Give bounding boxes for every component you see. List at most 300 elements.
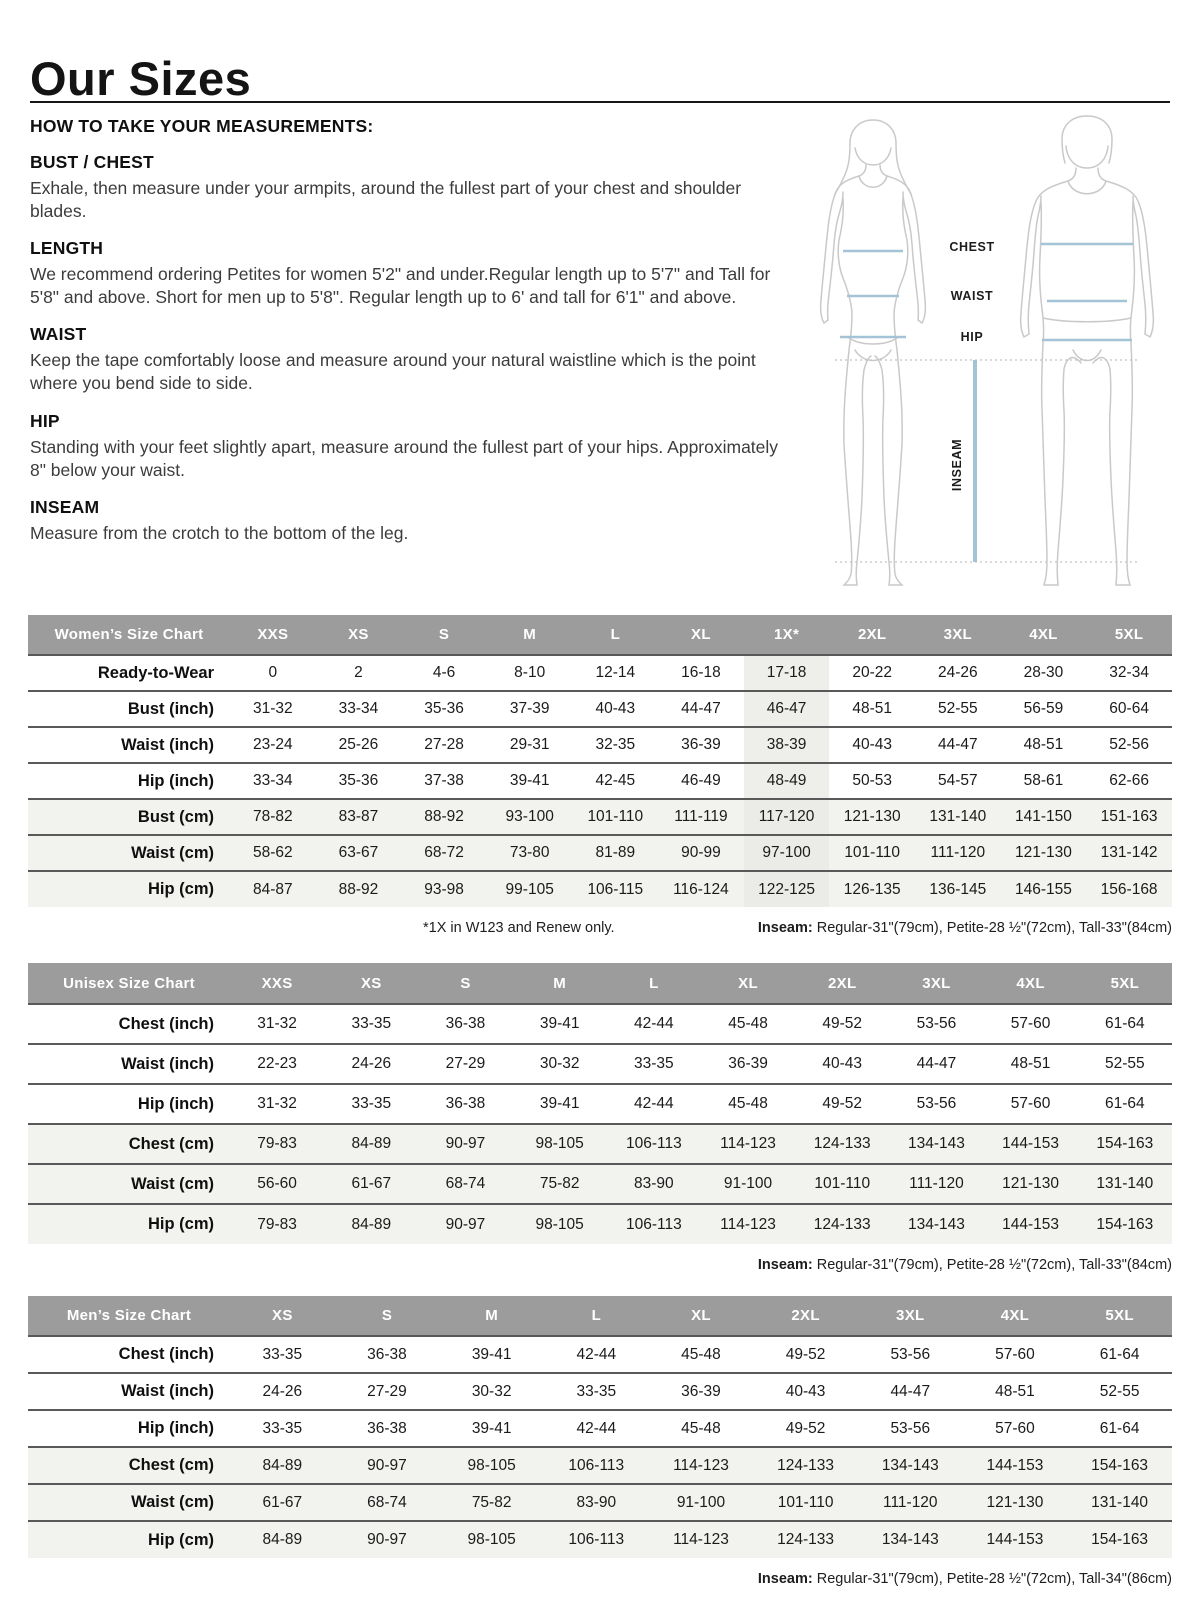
size-cell: 124-133 [795,1204,889,1244]
size-cell: 111-120 [858,1484,963,1521]
size-cell: 111-120 [889,1164,983,1204]
table-row [28,1484,1172,1521]
size-cell: 144-153 [984,1124,1078,1164]
size-cell: 46-47 [744,691,830,727]
size-cell: 53-56 [890,1345,931,1363]
man-figure [1021,116,1154,585]
inseam-values: Regular-31"(79cm), Petite-28 ½"(72cm), Tall-34"(86cm) [812,1571,1172,1587]
size-cell: 84-89 [230,1521,335,1558]
how-to-heading: HOW TO TAKE YOUR MEASUREMENTS: [30,116,374,136]
size-column-header: XXS [230,963,324,1004]
size-cell: 31-32 [257,1015,297,1032]
table-title: Women’s Size Chart [28,615,230,655]
size-cell: 44-47 [890,1382,931,1400]
size-cell: 90-97 [418,1204,512,1244]
section-heading: BUST / CHEST [30,152,154,172]
footnote-inseam [758,1571,1172,1587]
size-cell: 27-28 [424,736,464,753]
size-cell: 79-83 [230,1204,324,1244]
row-label: Waist (cm) [28,835,230,871]
size-cell: 154-163 [1078,1204,1172,1244]
size-cell: 88-92 [401,799,487,835]
row-label: Waist (inch) [121,1382,214,1400]
size-cell: 30-32 [539,1055,580,1072]
chest-label: CHEST [949,240,995,254]
size-cell: 49-52 [822,1095,863,1112]
size-column-header: 4XL [963,1296,1068,1336]
size-cell: 36-39 [681,1382,721,1400]
size-cell: 134-143 [889,1124,983,1164]
size-cell: 33-35 [262,1345,303,1363]
table-row [28,1336,1172,1373]
size-cell: 101-110 [753,1484,858,1521]
table-row [28,871,1172,907]
size-cell: 38-39 [744,727,830,763]
row-label: Hip (cm) [28,871,230,907]
size-cell: 42-44 [634,1015,674,1032]
size-cell: 88-92 [316,871,402,907]
size-cell: 48-51 [995,1382,1035,1400]
size-cell: 111-120 [915,835,1001,871]
unisex-footnotes [28,1257,1172,1273]
size-cell: 48-49 [744,763,830,799]
size-column-header: M [487,615,573,655]
size-cell: 36-38 [445,1095,486,1112]
size-cell: 32-35 [595,736,636,753]
size-cell: 154-163 [1067,1521,1172,1558]
size-cell: 131-140 [915,799,1001,835]
page-title: Our Sizes [30,52,252,106]
woman-figure [821,120,926,585]
size-cell: 33-35 [351,1015,392,1032]
footnote-inseam [758,1257,1172,1273]
size-cell: 44-47 [916,1055,957,1072]
size-cell: 141-150 [1001,799,1087,835]
size-cell: 90-99 [658,835,744,871]
section-length [30,238,780,309]
unisex-size-chart-table [28,963,1172,1244]
size-cell: 48-51 [1010,1055,1051,1072]
table-row [28,1410,1172,1447]
size-cell: 75-82 [439,1484,544,1521]
row-label: Bust (inch) [127,699,214,718]
size-cell: 144-153 [963,1521,1068,1558]
size-cell: 124-133 [753,1447,858,1484]
size-cell: 114-123 [649,1521,754,1558]
size-cell: 117-120 [744,799,830,835]
section-heading: LENGTH [30,238,104,259]
size-cell: 83-87 [316,799,402,835]
size-column-header: XS [324,963,418,1004]
size-cell: 98-105 [513,1204,607,1244]
size-cell: 144-153 [963,1447,1068,1484]
size-cell: 83-90 [544,1484,649,1521]
size-cell: 2 [354,664,363,681]
size-column-header: L [607,963,701,1004]
size-cell: 57-60 [995,1345,1035,1363]
table-row [28,691,1172,727]
size-cell: 121-130 [829,799,915,835]
size-cell: 73-80 [487,835,573,871]
size-cell: 144-153 [984,1204,1078,1244]
size-column-header: XS [230,1296,335,1336]
size-cell: 35-36 [424,700,464,717]
size-column-header: 2XL [753,1296,858,1336]
size-cell: 20-22 [852,664,893,681]
row-label: Waist (inch) [121,735,214,754]
size-cell: 8-10 [514,664,546,681]
row-label: Chest (cm) [28,1124,230,1164]
size-cell: 124-133 [795,1124,889,1164]
size-cell: 122-125 [744,871,830,907]
table-row [28,1004,1172,1044]
size-cell: 131-142 [1086,835,1172,871]
size-cell: 49-52 [822,1015,863,1032]
womens-footnotes [28,920,1172,936]
size-cell: 106-115 [573,871,659,907]
size-cell: 27-29 [445,1055,486,1072]
size-cell: 40-43 [852,736,893,753]
size-cell: 36-38 [367,1345,407,1363]
size-cell: 22-23 [257,1055,297,1072]
size-cell: 124-133 [753,1521,858,1558]
size-column-header: M [513,963,607,1004]
table-row [28,835,1172,871]
size-cell: 16-18 [681,664,721,681]
size-cell: 75-82 [513,1164,607,1204]
size-cell: 106-113 [607,1204,701,1244]
inseam-values: Regular-31"(79cm), Petite-28 ½"(72cm), Tall-33"(84cm) [812,1257,1172,1273]
size-cell: 31-32 [252,700,293,717]
size-cell: 36-39 [681,736,721,753]
size-column-header: 3XL [889,963,983,1004]
size-column-header: 5XL [1067,1296,1172,1336]
size-column-header: XL [701,963,795,1004]
section-hip [30,411,780,482]
size-cell: 40-43 [595,700,636,717]
size-cell: 84-89 [324,1204,418,1244]
size-cell: 54-57 [937,772,978,789]
size-cell: 93-98 [401,871,487,907]
size-cell: 58-62 [230,835,316,871]
size-cell: 156-168 [1086,871,1172,907]
size-cell: 37-38 [424,772,464,789]
header-row [28,1296,1172,1336]
section-waist [30,324,780,395]
table-row [28,1521,1172,1558]
size-cell: 45-48 [681,1345,721,1363]
size-cell: 114-123 [701,1204,795,1244]
inseam-values: Regular-31"(79cm), Petite-28 ½"(72cm), Tall-33"(84cm) [812,920,1172,936]
size-cell: 83-90 [607,1164,701,1204]
row-label: Waist (cm) [28,1164,230,1204]
size-cell: 32-34 [1109,664,1149,681]
size-cell: 126-135 [829,871,915,907]
inseam-label: Inseam: [757,920,813,936]
row-label: Waist (inch) [121,1054,214,1073]
size-cell: 121-130 [984,1164,1078,1204]
table-row [28,1447,1172,1484]
size-cell: 49-52 [785,1345,826,1363]
size-cell: 151-163 [1086,799,1172,835]
size-cell: 154-163 [1067,1447,1172,1484]
inseam-label: Inseam: [757,1571,813,1587]
size-cell: 121-130 [963,1484,1068,1521]
size-cell: 57-60 [1010,1095,1051,1112]
size-cell: 52-55 [937,700,978,717]
size-cell: 81-89 [573,835,659,871]
row-label: Waist (cm) [28,1484,230,1521]
size-cell: 50-53 [852,772,893,789]
title-divider [30,101,1170,103]
womens-size-chart-table [28,615,1172,907]
size-cell: 40-43 [822,1055,863,1072]
size-cell: 93-100 [487,799,573,835]
size-cell: 36-39 [728,1055,768,1072]
table-row [28,799,1172,835]
inseam-label: Inseam: [757,1257,813,1273]
size-column-header: XL [649,1296,754,1336]
size-cell: 42-45 [595,772,636,789]
size-cell: 53-56 [916,1015,957,1032]
size-column-header: 2XL [795,963,889,1004]
size-cell: 23-24 [252,736,293,753]
size-cell: 45-48 [728,1015,768,1032]
size-cell: 35-36 [338,772,379,789]
section-body: Standing with your feet slightly apart, measure around the fullest part of your hips. Approximately 8" below your waist. [30,436,779,480]
size-cell: 61-67 [324,1164,418,1204]
size-cell: 45-48 [728,1095,768,1112]
size-cell: 44-47 [681,700,721,717]
size-cell: 134-143 [858,1447,963,1484]
size-cell: 78-82 [230,799,316,835]
size-cell: 12-14 [595,664,636,681]
size-cell: 30-32 [471,1382,512,1400]
size-cell: 27-29 [367,1382,407,1400]
size-cell: 39-41 [509,772,550,789]
row-label: Chest (inch) [118,1345,214,1363]
size-cell: 63-67 [316,835,402,871]
unisex-size-chart-section [28,963,1172,1273]
size-cell: 40-43 [785,1382,826,1400]
section-body: Keep the tape comfortably loose and measure around your natural waistline which is the point where you bend side to side. [30,350,756,394]
footnote-1x-note: *1X in W123 and Renew only. [423,920,615,936]
size-cell: 42-44 [634,1095,674,1112]
size-cell: 101-110 [795,1164,889,1204]
row-label: Hip (inch) [137,1419,214,1437]
size-cell: 56-59 [1023,700,1064,717]
table-title: Men’s Size Chart [28,1296,230,1336]
size-cell: 29-31 [509,736,550,753]
size-cell: 84-89 [230,1447,335,1484]
table-row [28,655,1172,691]
size-column-header: 2XL [829,615,915,655]
size-column-header: S [418,963,512,1004]
size-column-header: L [544,1296,649,1336]
size-column-header: 3XL [915,615,1001,655]
size-cell: 97-100 [744,835,830,871]
size-column-header: XL [658,615,744,655]
row-label: Hip (cm) [28,1204,230,1244]
size-cell: 61-64 [1099,1419,1140,1437]
size-cell: 33-35 [576,1382,617,1400]
section-heading: INSEAM [30,496,100,517]
table-row [28,1124,1172,1164]
table-row [28,1084,1172,1124]
size-cell: 52-55 [1099,1382,1140,1400]
table-row [28,727,1172,763]
size-column-header: 5XL [1078,963,1172,1004]
inseam-label: INSEAM [950,438,964,492]
size-cell: 62-66 [1109,772,1149,789]
table-title: Unisex Size Chart [28,963,230,1004]
size-cell: 84-89 [324,1124,418,1164]
size-cell: 33-35 [634,1055,674,1072]
size-cell: 61-67 [230,1484,335,1521]
table-row [28,763,1172,799]
size-cell: 154-163 [1078,1124,1172,1164]
size-cell: 101-110 [573,799,659,835]
size-cell: 36-38 [367,1419,407,1437]
size-cell: 121-130 [1001,835,1087,871]
size-cell: 146-155 [1001,871,1087,907]
header-row [28,615,1172,655]
size-cell: 4-6 [432,664,456,681]
size-cell: 36-38 [445,1015,486,1032]
table-row [28,1373,1172,1410]
section-heading: HIP [30,410,60,431]
size-cell: 24-26 [937,664,978,681]
size-cell: 111-119 [658,799,744,835]
size-cell: 61-64 [1099,1345,1140,1363]
size-cell: 0 [268,664,278,681]
size-cell: 61-64 [1105,1015,1145,1032]
size-cell: 39-41 [471,1419,512,1437]
row-label: Ready-to-Wear [97,663,214,682]
size-cell: 45-48 [681,1419,721,1437]
size-cell: 33-35 [262,1419,303,1437]
size-cell: 114-123 [649,1447,754,1484]
size-column-header: S [401,615,487,655]
size-cell: 61-64 [1105,1095,1145,1112]
size-column-header: 3XL [858,1296,963,1336]
size-cell: 60-64 [1109,700,1149,717]
footnote-inseam [758,920,1172,936]
size-cell: 49-52 [785,1419,826,1437]
section-bust-chest [30,152,780,223]
size-cell: 33-34 [338,700,379,717]
size-cell: 91-100 [701,1164,795,1204]
size-cell: 42-44 [576,1345,617,1363]
section-inseam [30,497,780,545]
row-label: Chest (cm) [28,1447,230,1484]
size-cell: 53-56 [890,1419,931,1437]
size-cell: 131-140 [1078,1164,1172,1204]
size-cell: 98-105 [439,1447,544,1484]
size-cell: 25-26 [338,736,379,753]
waist-label: WAIST [950,289,994,303]
size-cell: 57-60 [1010,1015,1051,1032]
size-column-header: M [439,1296,544,1336]
size-column-header: L [573,615,659,655]
size-cell: 114-123 [701,1124,795,1164]
size-cell: 106-113 [607,1124,701,1164]
size-cell: 79-83 [230,1124,324,1164]
size-cell: 39-41 [471,1345,512,1363]
crotch-and-ankle-guides [835,360,1137,562]
section-heading: WAIST [30,324,87,345]
size-cell: 91-100 [649,1484,754,1521]
size-cell: 134-143 [889,1204,983,1244]
size-cell: 106-113 [544,1521,649,1558]
womens-size-chart-section [28,615,1172,936]
size-cell: 52-56 [1109,736,1149,753]
size-cell: 48-51 [852,700,893,717]
size-column-header: 5XL [1086,615,1172,655]
size-cell: 33-35 [351,1095,392,1112]
size-column-header: 4XL [1001,615,1087,655]
mens-size-chart-table [28,1296,1172,1558]
hip-label: HIP [960,330,984,344]
size-cell: 44-47 [937,736,978,753]
size-cell: 131-140 [1067,1484,1172,1521]
size-cell: 106-113 [544,1447,649,1484]
size-cell: 90-97 [335,1447,440,1484]
size-cell: 98-105 [439,1521,544,1558]
size-cell: 46-49 [681,772,721,789]
size-cell: 68-74 [335,1484,440,1521]
size-cell: 134-143 [858,1521,963,1558]
row-label: Hip (cm) [28,1521,230,1558]
size-column-header: S [335,1296,440,1336]
size-cell: 68-74 [418,1164,512,1204]
size-cell: 37-39 [509,700,550,717]
table-row [28,1044,1172,1084]
size-cell: 99-105 [487,871,573,907]
size-cell: 90-97 [335,1521,440,1558]
size-column-header: XS [316,615,402,655]
section-body: Exhale, then measure under your armpits, around the fullest part of your chest and shoulder blades. [30,178,742,222]
size-cell: 57-60 [995,1419,1035,1437]
measurement-instructions [30,116,780,545]
section-body: Measure from the crotch to the bottom of the leg. [30,522,409,543]
size-cell: 39-41 [539,1095,580,1112]
size-cell: 68-72 [401,835,487,871]
size-cell: 17-18 [744,655,830,691]
size-cell: 56-60 [230,1164,324,1204]
size-cell: 42-44 [576,1419,617,1437]
size-cell: 84-87 [230,871,316,907]
row-label: Hip (inch) [137,1094,214,1113]
table-row [28,1164,1172,1204]
section-body: We recommend ordering Petites for women 5'2" and under.Regular length up to 5'7" and Tall for 5'8" and above. Short for men up to 5'8". Regular length up to 6' and tall for 6'1" and above. [30,264,771,308]
size-cell: 53-56 [916,1095,957,1112]
size-cell: 116-124 [658,871,744,907]
size-cell: 58-61 [1023,772,1064,789]
size-cell: 33-34 [252,772,293,789]
mens-size-chart-section [28,1296,1172,1587]
size-cell: 98-105 [513,1124,607,1164]
table-row [28,1204,1172,1244]
mens-footnotes [28,1571,1172,1587]
size-cell: 31-32 [257,1095,297,1112]
body-outline-diagram [785,110,1170,590]
size-cell: 28-30 [1023,664,1064,681]
size-cell: 90-97 [418,1124,512,1164]
size-cell: 101-110 [829,835,915,871]
size-column-header: 4XL [984,963,1078,1004]
size-cell: 48-51 [1023,736,1064,753]
